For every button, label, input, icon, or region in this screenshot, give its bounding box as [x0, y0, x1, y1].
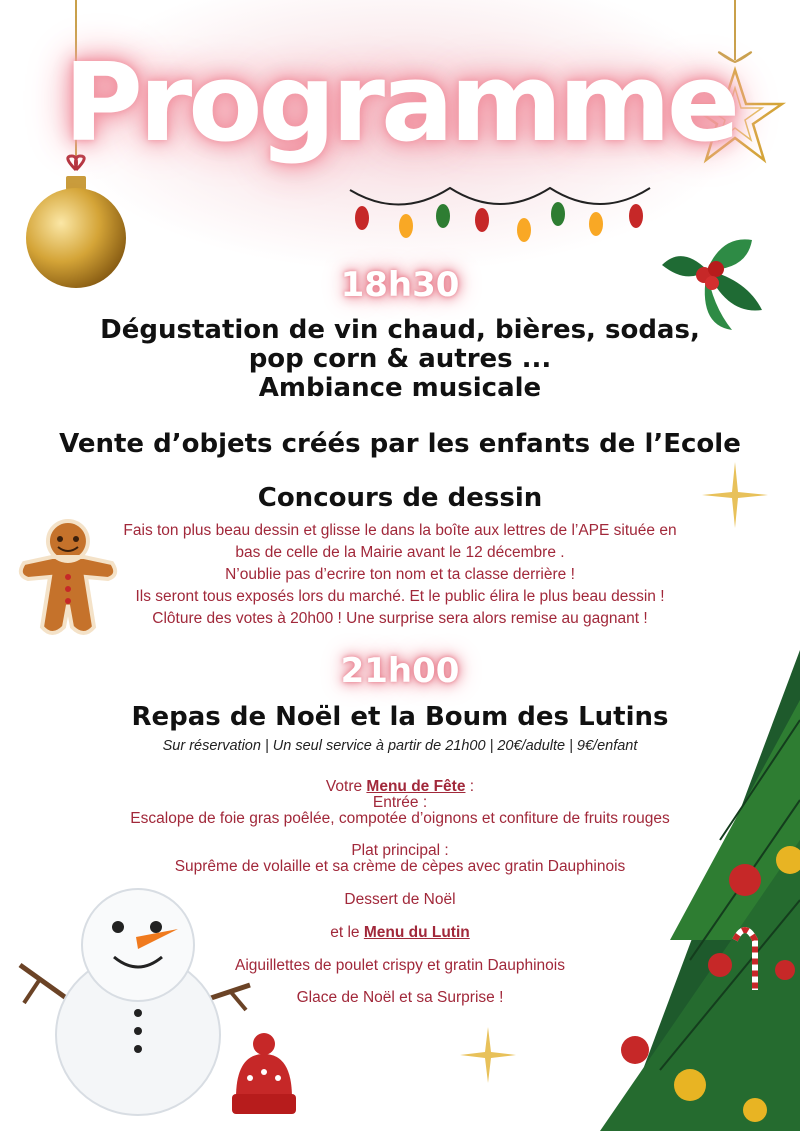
- lutin-intro: et le: [330, 924, 360, 941]
- sparkle-icon: [458, 1025, 518, 1085]
- contest-line: Ils seront tous exposés lors du marché. Et le public élira le plus beau dessin !: [135, 588, 665, 605]
- string-lights-icon: [340, 180, 660, 260]
- dinner-title: Repas de Noël et la Boum des Lutins: [131, 702, 669, 732]
- snowman-icon: [10, 885, 260, 1120]
- time-21h00: 21h00: [340, 651, 460, 691]
- tasting-line-3: Ambiance musicale: [258, 373, 542, 403]
- contest-title: Concours de dessin: [257, 483, 543, 513]
- dinner-subtitle: Sur réservation | Un seul service à partir de 21h00 | 20€/adulte | 9€/enfant: [162, 738, 638, 754]
- winter-hat-icon: [228, 1032, 300, 1118]
- menu-colon: :: [465, 778, 475, 795]
- sale-text: Vente d’objets créés par les enfants de l’Ecole: [59, 429, 741, 459]
- menu-fete-link: Menu de Fête: [366, 778, 466, 795]
- tasting-description: [0, 316, 800, 403]
- contest-line: Clôture des votes à 20h00 ! Une surprise sera alors remise au gagnant !: [152, 610, 648, 627]
- contest-line: N’oublie pas d’ecrire ton nom et ta classe derrière !: [225, 566, 575, 583]
- lutin-dessert: Glace de Noël et sa Surprise !: [296, 989, 504, 1006]
- page-title: Programme: [63, 41, 737, 166]
- contest-line: Fais ton plus beau dessin et glisse le dans la boîte aux lettres de l’APE située en: [123, 522, 677, 539]
- dessert-dish: Dessert de Noël: [344, 891, 456, 908]
- entree-label: Entrée :: [372, 794, 428, 811]
- plat-dish: Suprême de volaille et sa crème de cèpes avec gratin Dauphinois: [174, 858, 626, 875]
- contest-heading: [0, 484, 800, 513]
- time-18h30: 18h30: [340, 265, 460, 305]
- entree-dish: Escalope de foie gras poêlée, compotée d’oignons et confiture de fruits rouges: [130, 810, 670, 827]
- tasting-line-1: Dégustation de vin chaud, bières, sodas,: [100, 315, 700, 345]
- tasting-line-2: pop corn & autres ...: [248, 344, 552, 374]
- christmas-tree-icon: [560, 640, 800, 1131]
- menu-intro: Votre: [325, 778, 363, 795]
- contest-line: bas de celle de la Mairie avant le 12 décembre .: [235, 544, 565, 561]
- plat-label: Plat principal :: [351, 842, 449, 859]
- sale-heading: [0, 430, 800, 459]
- gingerbread-man-icon: [12, 515, 124, 645]
- sparkle-icon: [700, 460, 770, 530]
- lutin-plat: Aiguillettes de poulet crispy et gratin Dauphinois: [235, 957, 565, 974]
- menu-lutin-link: Menu du Lutin: [363, 924, 470, 941]
